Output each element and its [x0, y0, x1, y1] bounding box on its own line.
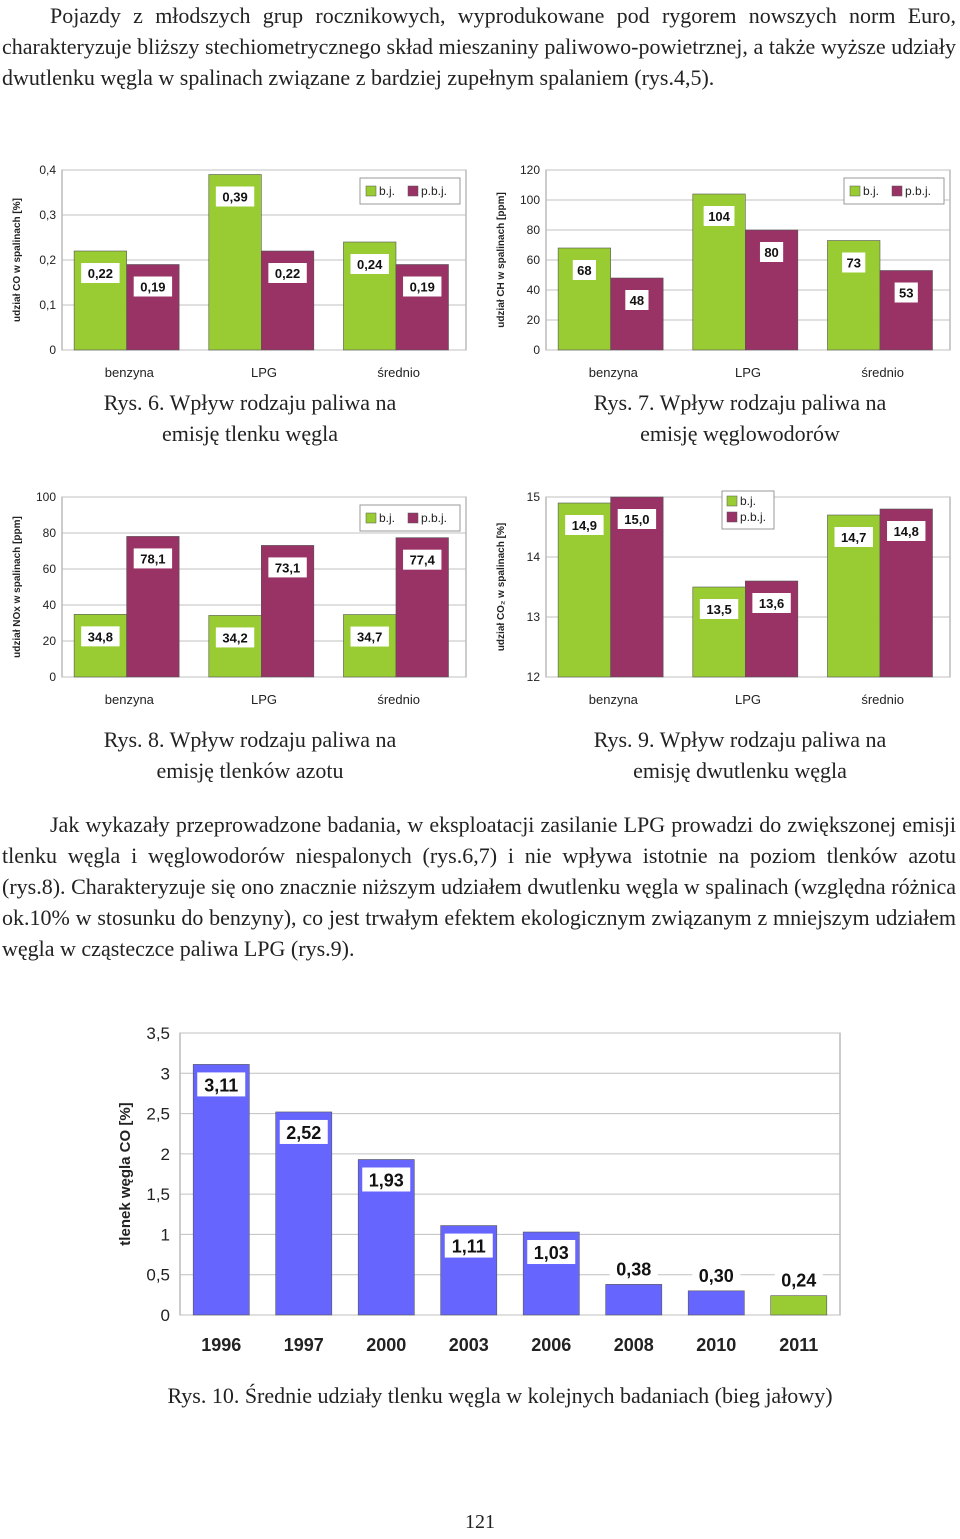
data-label: 34,2 [222, 630, 248, 646]
data-label: 0,38 [616, 1259, 652, 1280]
chart-co-trend [100, 1015, 845, 1365]
y-tick-label: 20 [526, 313, 540, 327]
legend-swatch [892, 186, 902, 196]
y-tick-label: 14 [526, 550, 540, 564]
data-label: 14,7 [841, 530, 867, 545]
bar [771, 1296, 827, 1315]
legend-label: p.b.j. [421, 511, 448, 525]
data-label: 77,4 [409, 552, 435, 568]
y-axis-label-group [496, 192, 507, 328]
plot-area [146, 1024, 840, 1325]
caption-line: Rys. 7. Wpływ rodzaju paliwa na [593, 390, 887, 415]
y-tick-label: 0 [49, 343, 56, 357]
legend-label: p.b.j. [740, 510, 767, 524]
y-tick-label: 15 [526, 490, 540, 504]
y-axis-label: tlenek węgla CO [%] [117, 1102, 134, 1246]
y-axis-label-group [117, 1102, 134, 1245]
data-label: 1,11 [451, 1236, 486, 1257]
bar [606, 1284, 662, 1315]
legend [844, 178, 944, 204]
data-label: 2,52 [286, 1122, 322, 1143]
y-tick-label: 0,3 [39, 208, 56, 222]
x-tick-label: 2008 [613, 1335, 654, 1355]
figure-caption-8 [20, 724, 480, 786]
data-label: 13,5 [706, 602, 732, 617]
y-tick-label: 0 [160, 1306, 170, 1325]
chart-ch-emission [490, 160, 952, 385]
data-label: 0,22 [87, 266, 114, 281]
x-tick-label: LPG [250, 692, 278, 707]
y-axis-label: udział CO₂ w spalinach [%] [496, 522, 507, 652]
chart-svg [100, 1015, 845, 1365]
y-tick-label: 1,5 [146, 1185, 170, 1205]
figure-caption-6 [20, 387, 480, 449]
data-label: 0,30 [698, 1265, 734, 1286]
y-axis-label-group [496, 523, 507, 651]
x-tick-label: benzyna [588, 692, 638, 707]
chart-co2-emission [490, 487, 952, 712]
bar [611, 278, 664, 350]
data-label: 1,03 [533, 1243, 569, 1264]
y-tick-label: 0,2 [39, 253, 56, 267]
y-tick-label: 12 [526, 670, 540, 684]
y-tick-label: 40 [526, 283, 540, 297]
caption-line: Rys. 8. Wpływ rodzaju paliwa na [103, 727, 397, 752]
x-tick-label: średnio [861, 365, 904, 380]
x-tick-label: 2010 [696, 1335, 737, 1355]
y-tick-label: 40 [42, 598, 56, 612]
y-tick-label: 3 [160, 1064, 170, 1084]
x-tick-label: 2000 [366, 1335, 407, 1355]
y-tick-label: 100 [519, 193, 540, 207]
legend-label: b.j. [740, 494, 757, 508]
bar [193, 1064, 249, 1315]
chart-svg [490, 487, 952, 712]
x-tick-label: 2011 [779, 1335, 819, 1355]
data-label: 34,8 [87, 629, 114, 645]
paragraph-results: Jak wykazały przeprowadzone badania, w eksploatacji zasilanie LPG prowadzi do zwiększonej emisji tlenku węgla i węglowodorów niespalonych (rys.6,7) i nie wpływa istotnie na poziom tlenków azotu (rys.8). Charakteryzuje się ono znacznie niższym udziałem dwutlenku węgla w spalinach (względna różnica ok.10% w stosunku do benzyny), co jest trwałym efektem ekologicznym związanym z mniejszym udziałem węgla w cząsteczce paliwa LPG (rys.9). [2, 812, 956, 961]
chart-co-emission [6, 160, 468, 385]
x-tick-label: benzyna [104, 692, 154, 707]
data-label: 13,6 [758, 596, 785, 611]
y-axis-label: udział NOx w spalinach [ppm] [12, 516, 23, 658]
x-tick-label: benzyna [588, 365, 638, 380]
data-label: 78,1 [140, 551, 166, 567]
x-tick-label: LPG [734, 692, 762, 707]
caption-line: emisję węglowodorów [640, 421, 840, 446]
data-label: 48 [629, 293, 645, 308]
figure-caption-7 [480, 387, 960, 449]
x-tick-label: LPG [734, 365, 762, 380]
legend [360, 178, 460, 204]
legend-swatch [727, 512, 737, 522]
data-label: 0,19 [409, 279, 435, 295]
x-tick-label: 1997 [283, 1335, 324, 1355]
legend-label: b.j. [379, 511, 396, 525]
y-tick-label: 2 [160, 1144, 170, 1164]
figure-caption-10: Rys. 10. Średnie udziały tlenku węgla w kolejnych badaniach (bieg jałowy) [167, 1383, 833, 1408]
y-tick-label: 80 [526, 223, 540, 237]
data-label: 0,24 [357, 257, 383, 272]
caption-line: emisję tlenków azotu [156, 758, 344, 783]
paragraph-intro: Pojazdy z młodszych grup rocznikowych, wyprodukowane pod rygorem nowszych norm Euro, charakteryzuje bliższy stechiometrycznego skład mieszaniny paliwowo-powietrznej, a także wyższe udziały dwutlenku węgla w spalinach związane z bardziej zupełnym spalaniem (rys.4,5). [2, 3, 956, 90]
y-tick-label: 0 [533, 343, 540, 357]
y-tick-label: 0,5 [146, 1265, 170, 1285]
data-label: 34,7 [357, 629, 383, 645]
y-tick-label: 2,5 [146, 1104, 170, 1124]
x-tick-label: 1996 [201, 1335, 242, 1355]
x-tick-label: 2006 [531, 1335, 572, 1355]
x-tick-label: średnio [861, 692, 904, 707]
legend-swatch [850, 186, 860, 196]
data-label: 14,9 [571, 518, 598, 533]
x-tick-label: benzyna [104, 365, 154, 380]
legend-label: p.b.j. [421, 184, 448, 198]
y-axis-label: udział CH w spalinach [ppm] [496, 192, 507, 328]
x-tick-label: LPG [250, 365, 278, 380]
y-tick-label: 3,5 [146, 1024, 170, 1043]
chart-svg [490, 160, 952, 385]
legend-swatch [366, 513, 376, 523]
data-label: 0,24 [781, 1270, 817, 1291]
data-label: 3,11 [204, 1075, 239, 1096]
data-label: 73,1 [274, 560, 301, 576]
y-tick-label: 0 [49, 670, 56, 684]
data-label: 0,22 [274, 266, 301, 281]
x-tick-label: średnio [377, 365, 420, 380]
y-axis-label-group [12, 516, 23, 658]
y-axis-label: udział CO w spalinach [%] [12, 198, 23, 322]
bar [688, 1291, 744, 1315]
legend-label: b.j. [379, 184, 396, 198]
legend-swatch [408, 186, 418, 196]
bar [880, 271, 933, 351]
data-label: 73 [846, 255, 861, 271]
y-tick-label: 100 [35, 490, 56, 504]
caption-line: Rys. 6. Wpływ rodzaju paliwa na [103, 390, 397, 415]
figure-caption-9 [480, 724, 960, 786]
caption-line: emisję dwutlenku węgla [633, 758, 847, 783]
y-tick-label: 13 [526, 610, 540, 624]
legend [722, 491, 774, 529]
legend-swatch [366, 186, 376, 196]
legend-swatch [727, 496, 737, 506]
caption-line: Rys. 9. Wpływ rodzaju paliwa na [593, 727, 887, 752]
chart-svg [6, 160, 468, 385]
x-tick-label: średnio [377, 692, 420, 707]
y-tick-label: 60 [526, 253, 540, 267]
data-label: 1,93 [368, 1170, 404, 1191]
y-axis-label-group [12, 198, 23, 322]
y-tick-label: 20 [42, 634, 56, 648]
y-tick-label: 0,1 [39, 298, 56, 312]
data-label: 53 [898, 285, 914, 301]
data-label: 0,39 [222, 189, 248, 205]
data-label: 15,0 [624, 512, 650, 527]
legend-label: p.b.j. [905, 184, 932, 198]
chart-svg [6, 487, 468, 712]
data-label: 80 [764, 245, 779, 260]
data-label: 14,8 [893, 524, 919, 539]
y-tick-label: 120 [519, 163, 540, 177]
caption-line: emisję tlenku węgla [162, 421, 338, 446]
page-number: 121 [465, 1511, 495, 1533]
y-tick-label: 0,4 [39, 163, 56, 177]
legend-swatch [408, 513, 418, 523]
data-label: 0,19 [140, 279, 166, 295]
y-tick-label: 60 [42, 562, 56, 576]
legend [360, 505, 460, 531]
y-tick-label: 1 [160, 1225, 170, 1245]
legend-label: b.j. [863, 184, 880, 198]
chart-nox-emission [6, 487, 468, 712]
data-label: 104 [708, 209, 730, 224]
y-tick-label: 80 [42, 526, 56, 540]
x-tick-label: 2003 [448, 1335, 489, 1355]
data-label: 68 [577, 263, 592, 278]
